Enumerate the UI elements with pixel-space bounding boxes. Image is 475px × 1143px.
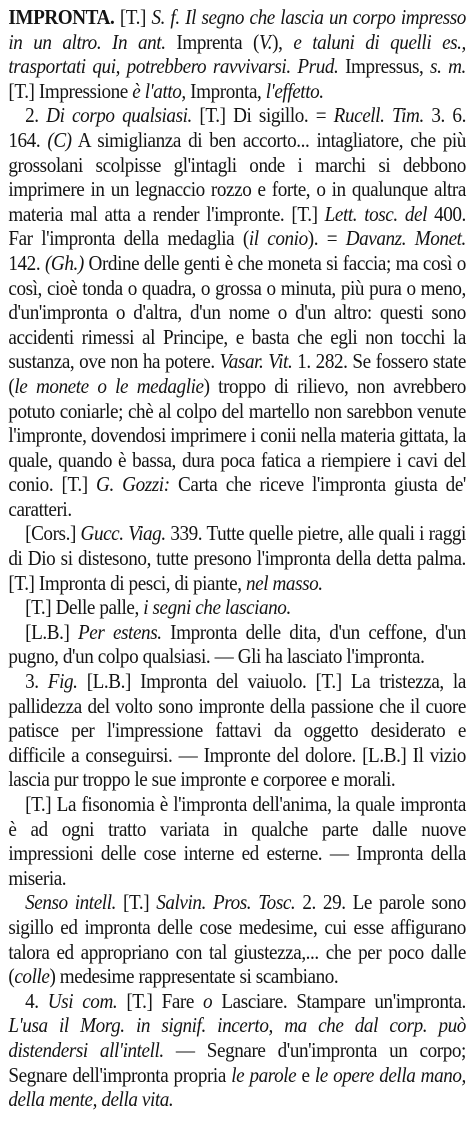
text-run: e	[296, 1064, 315, 1087]
entry-paragraph	[8, 621, 466, 670]
text-run: 339. Tutte quelle pietre, alle quali i raggi di Dio si distesono, tutte presono l'impronta della detta palma. [T.] Impronta di pesci, di piante,	[8, 523, 466, 595]
text-run: Impronta,	[185, 80, 266, 103]
text-run: Carta che riceve l'impronta giusta de' caratteri.	[8, 474, 466, 521]
italic-text: Vasar. Vit.	[219, 351, 293, 374]
italic-text: le monete o le medaglie	[14, 375, 204, 398]
italic-text: Fig.	[47, 671, 78, 694]
text-run: [T.] La fisonomia è l'impronta dell'anima, la quale impronta è ad ogni tratto variata in qualche parte dalle nuove impressioni delle cose interne ed esterne. — Impronta della miseria.	[8, 794, 466, 890]
entry-paragraph	[8, 670, 466, 793]
text-run: [T.]	[114, 7, 152, 29]
text-run: [T.]	[115, 892, 157, 915]
text-run: [L.B.]	[25, 621, 78, 644]
text-run: 142.	[8, 252, 45, 275]
italic-text: il conio	[248, 228, 308, 251]
italic-text: Gucc. Viag.	[80, 523, 166, 546]
italic-text: Usi com.	[47, 990, 118, 1013]
text-run: 3.	[25, 671, 48, 694]
italic-text: i segni che lasciano.	[143, 597, 291, 620]
text-run: [T.] Fare	[117, 990, 204, 1013]
italic-text: G. Gozzi:	[96, 474, 170, 497]
italic-text: Rucell. Tim.	[333, 105, 424, 128]
text-run: 2.	[25, 105, 47, 128]
text-run: Impronta delle dita, d'un ceffone, d'un pugno, d'un colpo qualsiasi. — Gli ha lasciato l'impronta.	[8, 621, 466, 669]
text-run: [T.] Delle palle,	[25, 597, 144, 620]
text-run: Lasciare. Stampare un'impronta.	[212, 990, 466, 1013]
italic-text: Lett. tosc. del	[324, 203, 427, 226]
text-run: 400. Far l'impronta della medaglia (	[8, 203, 466, 251]
italic-text: Davanz. Monet.	[345, 228, 466, 251]
entry-paragraph	[8, 793, 466, 891]
italic-text: (Gh.)	[44, 252, 84, 275]
entry-paragraph	[8, 522, 466, 596]
text-run: A simiglianza di ben accorto... intagliatore, che più grossolani scolpisse gl'intagli onde i marchi si debbono imprimere in un legnaccio rozzo e forte, o in qualunque altra materia mal atta a render l'impronte. [T.]	[8, 129, 466, 226]
entry-paragraph	[8, 596, 466, 621]
text-run: — Segnare d'un'impronta un corpo; Segnare dell'impronta propria	[8, 1039, 466, 1087]
text-run: ) troppo di rilievo, non avrebbero potuto coniarle; chè al colpo del martello non sarebbon venute l'impronte, dovendosi imprimere i conii nella materia gittata, la quale, quando è bassa, dura poca fatica a riempiere i cavi del conio. [T.]	[8, 375, 466, 497]
text-run: ). =	[307, 228, 346, 251]
text-run: [Cors.]	[25, 523, 81, 546]
entry-paragraph	[8, 891, 466, 989]
text-run: 1. 282. Se fossero state (	[8, 351, 466, 398]
text-run: Impressus,	[338, 56, 431, 79]
italic-text: le parole	[231, 1064, 297, 1087]
italic-text: e taluni di quelli es., trasportati qui, potrebbero ravvivarsi. Prud.	[8, 31, 466, 79]
text-run: [L.B.] Impronta del vaiuolo. [T.] La tristezza, la pallidezza del volto sono impronte della passione che il cuore patisce per l'impressione fattavi da oggetto desiderato e difficile a conseguirsi. — Impronte del dolore. [L.B.] Il vizio lascia pur troppo le sue impronte e corporee e morali.	[8, 671, 466, 792]
italic-text: L'usa il Morg. in signif. incerto, ma che dal corp. può distendersi all'intell.	[8, 1015, 466, 1062]
italic-text: Di corpo qualsiasi.	[46, 105, 192, 128]
italic-text: (C)	[47, 129, 72, 152]
text-run: 4.	[25, 990, 48, 1013]
italic-text: colle	[14, 966, 50, 989]
text-run: Imprenta (	[165, 31, 259, 54]
italic-text: Salvin. Pros. Tosc.	[156, 892, 296, 915]
italic-text: V.	[258, 31, 273, 54]
text-run: ),	[272, 31, 294, 54]
italic-text: Senso intell.	[25, 892, 116, 915]
text-run: Ordine delle genti è che moneta si faccia; ma così o così, cioè tonda o quadra, o grossa o minuta, più pura o meno, d'un'impronta o d'altra, d'un nome o d'un altro: questi sono accidenti rimessi al Principe, e basta che egli non tocchi la sustanza, ove non ha potere.	[8, 252, 466, 374]
text-run: ) medesime rappresentate si scambiano.	[49, 966, 339, 989]
italic-text: s. m.	[430, 56, 466, 79]
italic-text: nel masso.	[245, 572, 323, 595]
headword: IMPRONTA.	[8, 7, 115, 29]
italic-text: l'effetto.	[265, 80, 324, 103]
italic-text: è l'atto,	[132, 80, 186, 103]
italic-text: le opere della mano, della mente, della vita.	[8, 1064, 466, 1112]
entry-paragraph	[8, 990, 466, 1113]
italic-text: Per estens.	[77, 621, 162, 644]
text-run: [T.] Impressione	[8, 80, 133, 103]
text-run: 3. 6. 164.	[8, 105, 466, 152]
text-run: [T.] Di sigillo. =	[191, 105, 334, 128]
entry-paragraph	[8, 104, 466, 522]
italic-text: o	[203, 990, 213, 1013]
entry-headword-paragraph	[8, 6, 466, 104]
text-run: 2. 29. Le parole sono sigillo ed impronta delle cose medesime, cui esse affigurano talora ed appropriano con tal giustezza,... che per poco dalle (	[8, 892, 466, 989]
italic-text: S. f. Il segno che lascia un corpo impresso in un altro. In ant.	[8, 7, 466, 54]
